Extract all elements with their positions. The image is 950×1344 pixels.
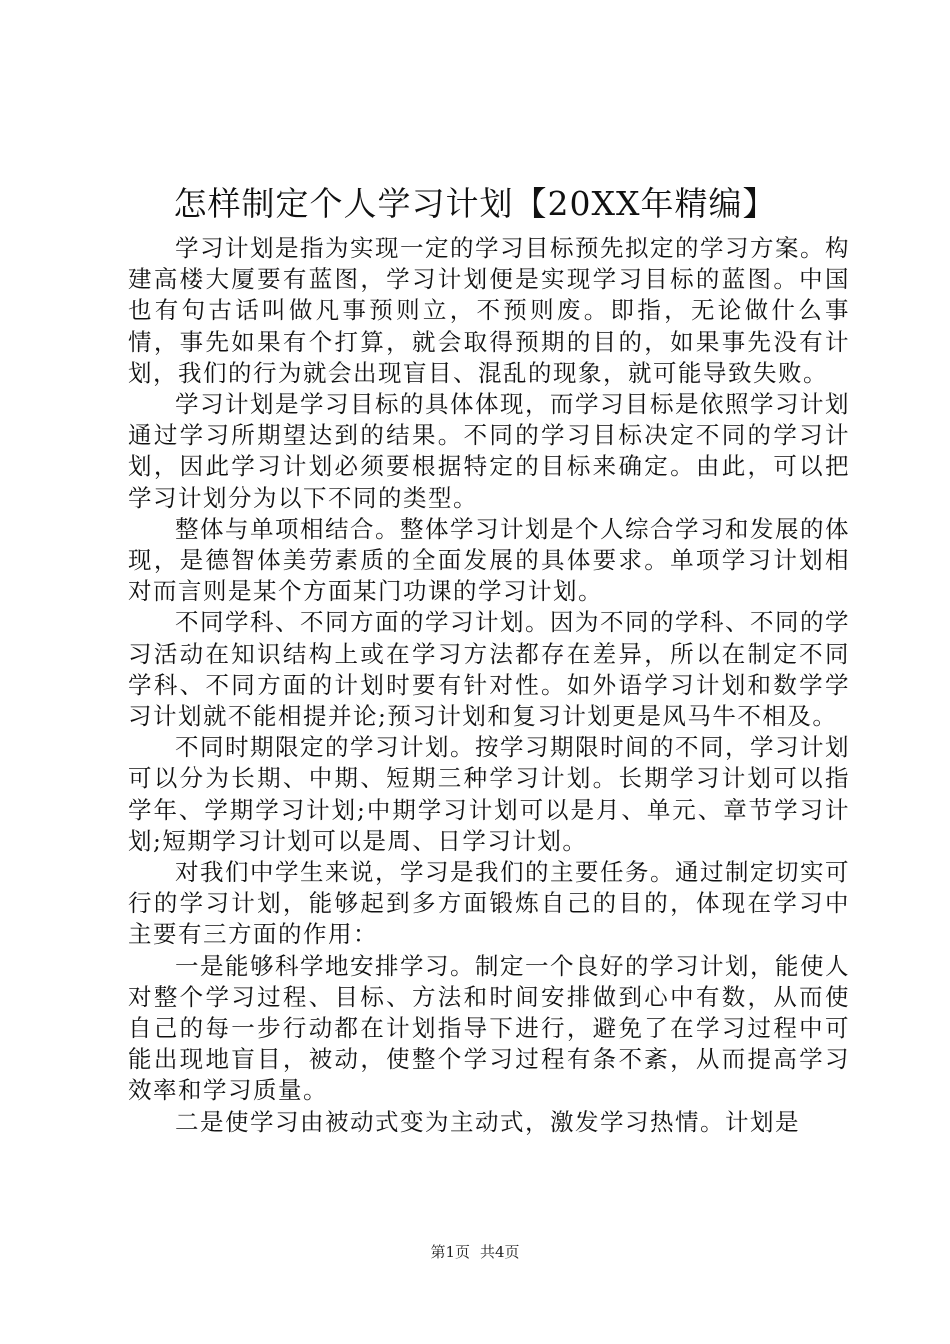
paragraph: 不同时期限定的学习计划。按学习期限时间的不同，学习计划可以分为长期、中期、短期三种学习计划。长期学习计划可以指学年、学期学习计划;中期学习计划可以是月、单元、章节学习计划;短期学习计划可以是周、日学习计划。 <box>128 733 850 855</box>
page-footer <box>0 1242 950 1262</box>
paragraph: 学习计划是指为实现一定的学习目标预先拟定的学习方案。构建高楼大厦要有蓝图，学习计划便是实现学习目标的蓝图。中国也有句古话叫做凡事预则立，不预则废。即指，无论做什么事情，事先如果有个打算，就会取得预期的目的，如果事先没有计划，我们的行为就会出现盲目、混乱的现象，就可能导致失败。 <box>128 234 850 387</box>
page-total: 共4页 <box>480 1243 520 1261</box>
page-number: 第1页 <box>430 1243 470 1261</box>
document-title: 怎样制定个人学习计划【20XX年精编】 <box>173 184 777 223</box>
paragraph: 学习计划是学习目标的具体体现，而学习目标是依照学习计划通过学习所期望达到的结果。不同的学习目标决定不同的学习计划，因此学习计划必须要根据特定的目标来确定。由此，可以把学习计划分为以下不同的类型。 <box>128 390 850 512</box>
paragraph: 不同学科、不同方面的学习计划。因为不同的学科、不同的学习活动在知识结构上或在学习方法都存在差异，所以在制定不同学科、不同方面的计划时要有针对性。如外语学习计划和数学学习计划就不能相提并论;预习计划和复习计划更是风马牛不相及。 <box>128 608 850 731</box>
paragraph: 二是使学习由被动式变为主动式，激发学习热情。计划是 <box>175 1107 800 1136</box>
document-body <box>128 233 850 1138</box>
paragraph: 整体与单项相结合。整体学习计划是个人综合学习和发展的体现，是德智体美劳素质的全面发展的具体要求。单项学习计划相对而言则是某个方面某门功课的学习计划。 <box>128 514 850 606</box>
paragraph: 一是能够科学地安排学习。制定一个良好的学习计划，能使人对整个学习过程、目标、方法和时间安排做到心中有数，从而使自己的每一步行动都在计划指导下进行，避免了在学习过程中可能出现地盲目，被动，使整个学习过程有条不紊，从而提高学习效率和学习质量。 <box>128 951 850 1105</box>
paragraph: 对我们中学生来说，学习是我们的主要任务。通过制定切实可行的学习计划，能够起到多方面锻炼自己的目的，体现在学习中主要有三方面的作用： <box>128 858 850 949</box>
